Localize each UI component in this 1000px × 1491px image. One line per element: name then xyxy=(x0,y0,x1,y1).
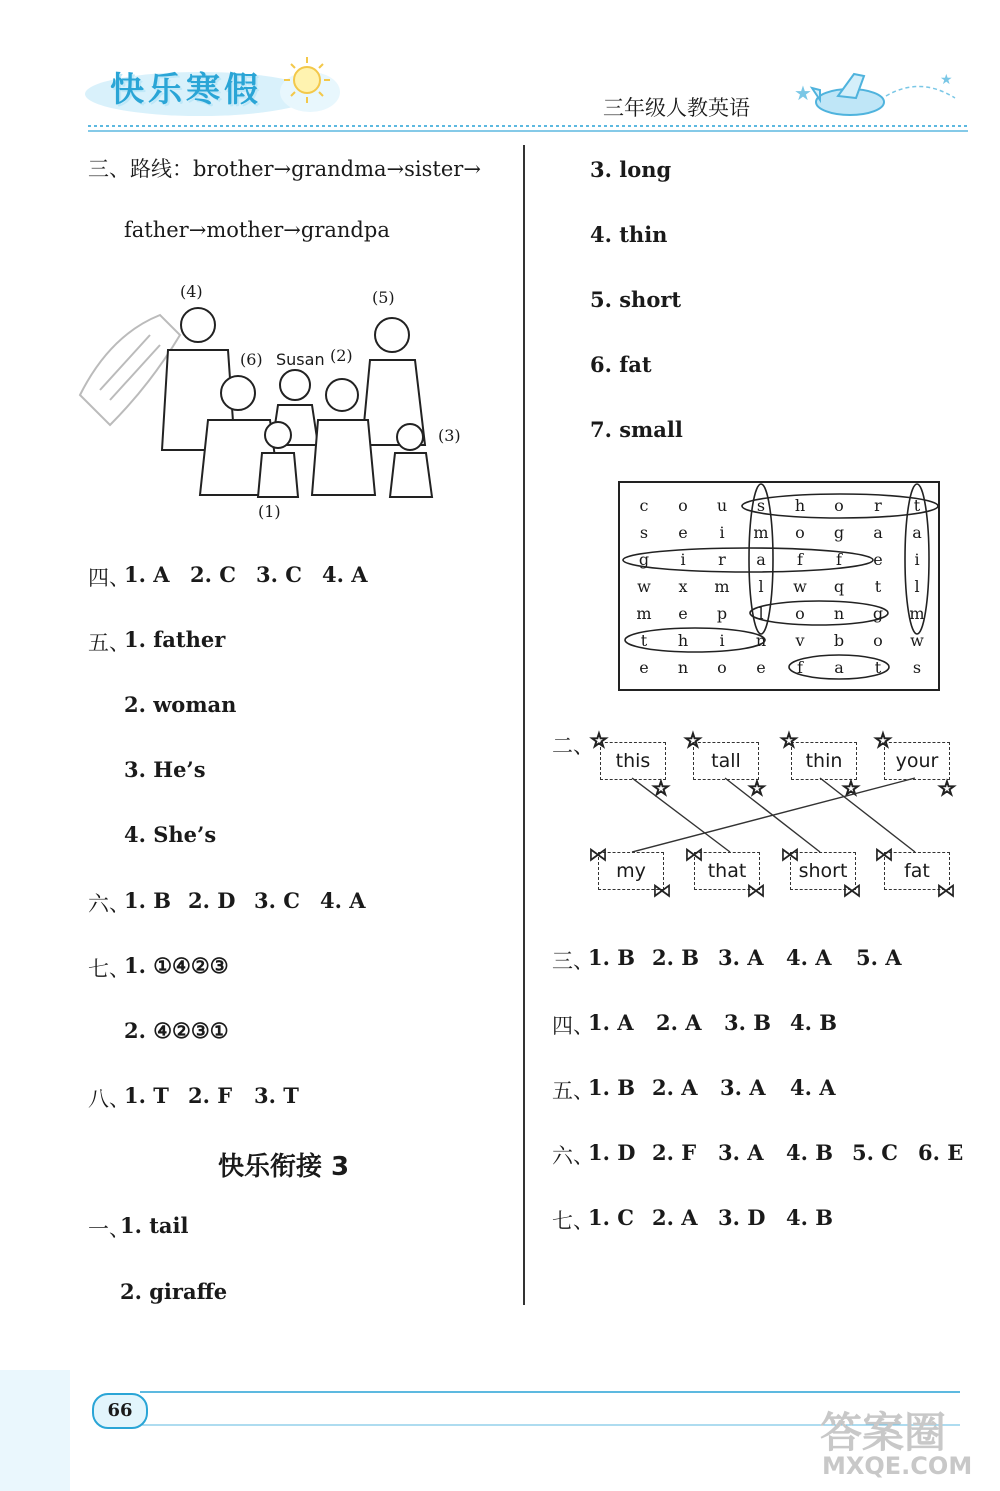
star-icon: ☆ xyxy=(938,776,956,800)
airplane-icon xyxy=(790,66,970,128)
right-s6-item4: 4. B xyxy=(786,1140,833,1165)
line-this-that xyxy=(632,778,730,852)
line-thin-fat xyxy=(820,778,915,852)
left-s4-item1: 1. A xyxy=(124,562,170,587)
s3-route-line1: 三、路线：brother→grandma→sister→ xyxy=(88,157,481,181)
right-s6-item3: 3. A xyxy=(718,1140,764,1165)
right-s4-item3: 3. B xyxy=(724,1010,771,1035)
left-s5-item4: 4. She’s xyxy=(124,822,217,847)
grid-cell: f xyxy=(797,550,803,569)
grid-cell: e xyxy=(756,658,766,677)
right-s4-prefix: 四、 xyxy=(552,1014,594,1038)
family-drawing xyxy=(70,275,470,525)
grid-cell: s xyxy=(756,496,766,515)
circle-small xyxy=(749,484,773,634)
right-s3-prefix: 三、 xyxy=(552,949,594,973)
grid-cell: r xyxy=(718,550,726,569)
star-icon: ☆ xyxy=(652,776,670,800)
match-top-thin: thin xyxy=(791,742,857,780)
bow-icon: ⋈ xyxy=(652,878,672,902)
star-icon: ☆ xyxy=(590,728,608,752)
grid-cell: h xyxy=(677,631,689,650)
column-divider xyxy=(523,145,525,1305)
grid-cell: t xyxy=(913,496,921,515)
circle-fat xyxy=(789,655,889,679)
grid-cell: e xyxy=(639,658,649,677)
grid-cell: s xyxy=(639,523,649,542)
grid-cell: s xyxy=(912,658,922,677)
match-bottom-my: my xyxy=(598,852,664,890)
left-s1-item2: 2. giraffe xyxy=(120,1279,228,1304)
grid-cell: o xyxy=(795,523,805,542)
right-s7-item1: 1. C xyxy=(588,1205,634,1230)
right-list-item-5: 5. short xyxy=(590,287,682,312)
grid-cell: a xyxy=(756,550,766,569)
grid-cell: o xyxy=(717,658,727,677)
grid-cell: m xyxy=(714,577,730,596)
right-s5-item3: 3. A xyxy=(720,1075,766,1100)
right-s3-item5: 5. A xyxy=(856,945,902,970)
grid-cell: m xyxy=(753,523,769,542)
bow-icon: ⋈ xyxy=(684,842,704,866)
right-s5-item2: 2. A xyxy=(652,1075,698,1100)
right-s4-item4: 4. B xyxy=(790,1010,837,1035)
star-icon: ☆ xyxy=(748,776,766,800)
match-top-tall: tall xyxy=(693,742,759,780)
right-list-item-3: 3. long xyxy=(590,157,672,182)
label-2: (2) xyxy=(330,346,353,365)
left-s7-prefix: 七、 xyxy=(88,957,130,981)
watermark-url: MXQE.COM xyxy=(822,1452,973,1480)
grid-cell: o xyxy=(795,604,805,623)
svg-text:★: ★ xyxy=(940,72,953,88)
right-list-item-7: 7. small xyxy=(590,417,683,442)
grid-cell: g xyxy=(638,550,650,569)
grid-cell: t xyxy=(874,658,882,677)
watermark-logo: 答案圈 xyxy=(820,1408,947,1457)
grid-cell: i xyxy=(914,550,920,569)
grid-cell: w xyxy=(910,631,924,650)
grid-cell: a xyxy=(912,523,922,542)
star-icon: ☆ xyxy=(684,728,702,752)
left-s5-item2: 2. woman xyxy=(124,692,237,717)
left-s6-item2: 2. D xyxy=(188,888,236,913)
grid-cell: i xyxy=(719,523,725,542)
grid-cell: f xyxy=(836,550,842,569)
circle-thin xyxy=(625,628,765,652)
grid-cell: g xyxy=(872,604,884,623)
grid-cell: a xyxy=(834,658,844,677)
bow-icon: ⋈ xyxy=(746,878,766,902)
right-s4-item1: 1. A xyxy=(588,1010,634,1035)
left-s6-item3: 3. C xyxy=(254,888,300,913)
word-search-grid xyxy=(618,481,940,691)
grid-cell: w xyxy=(793,577,807,596)
match-bottom-that: that xyxy=(694,852,760,890)
label-3: (3) xyxy=(438,426,461,445)
left-s8-prefix: 八、 xyxy=(88,1087,130,1111)
header-dotted-rule xyxy=(88,124,968,134)
grid-cell: l xyxy=(758,577,764,596)
grid-cell: f xyxy=(797,658,803,677)
bow-icon: ⋈ xyxy=(588,842,608,866)
left-s8-item2: 2. F xyxy=(188,1083,233,1108)
grid-cell: n xyxy=(755,631,767,650)
right-s5-item4: 4. A xyxy=(790,1075,836,1100)
bow-icon: ⋈ xyxy=(874,842,894,866)
grid-cell: i xyxy=(719,631,725,650)
grid-cell: m xyxy=(909,604,925,623)
grid-cell: a xyxy=(873,523,883,542)
left-s6-prefix: 六、 xyxy=(88,892,130,916)
grid-cell: n xyxy=(833,604,845,623)
left-s5-prefix: 五、 xyxy=(88,631,130,655)
match-bottom-short: short xyxy=(790,852,856,890)
section-title: 快乐衔接 3 xyxy=(218,1152,350,1182)
left-s4-item4: 4. A xyxy=(322,562,368,587)
grid-cell: t xyxy=(874,577,882,596)
left-s5-item1: 1. father xyxy=(124,627,226,652)
grid-cell: p xyxy=(716,604,728,623)
match-top-your: your xyxy=(884,742,950,780)
circle-long xyxy=(750,601,888,625)
left-s4: 四、 xyxy=(88,566,130,590)
grid-cell: q xyxy=(833,577,845,596)
label-6: (6) xyxy=(240,350,263,369)
grid-cell: n xyxy=(677,658,689,677)
grid-cell: c xyxy=(639,496,649,515)
right-s6-item1: 1. D xyxy=(588,1140,636,1165)
right-s3-item4: 4. A xyxy=(786,945,832,970)
left-s4-item3: 3. C xyxy=(256,562,302,587)
right-s4-item2: 2. A xyxy=(656,1010,702,1035)
left-s1-item1: 1. tail xyxy=(120,1213,189,1238)
grid-cell: l xyxy=(914,577,920,596)
grid-cell: t xyxy=(640,631,648,650)
grid-cell: o xyxy=(873,631,883,650)
svg-text:★: ★ xyxy=(794,81,812,105)
bow-icon: ⋈ xyxy=(936,878,956,902)
grid-cell: e xyxy=(678,604,688,623)
right-s5-prefix: 五、 xyxy=(552,1079,594,1103)
grid-cell: i xyxy=(680,550,686,569)
right-s7-item3: 3. D xyxy=(718,1205,766,1230)
left-s7-item1: 1. ①④②③ xyxy=(124,953,229,978)
match-bottom-fat: fat xyxy=(884,852,950,890)
left-s7-item2: 2. ④②③① xyxy=(124,1018,229,1043)
sun-icon xyxy=(282,55,332,105)
bow-icon: ⋈ xyxy=(842,878,862,902)
grid-cell: m xyxy=(636,604,652,623)
grid-cell: b xyxy=(833,631,845,650)
left-s8-item1: 1. T xyxy=(124,1083,169,1108)
grid-cell: e xyxy=(678,523,688,542)
label-susan: Susan xyxy=(276,350,325,369)
star-icon: ☆ xyxy=(780,728,798,752)
grid-cell: x xyxy=(678,577,688,596)
grid-cell: h xyxy=(794,496,806,515)
match-prefix: 二、 xyxy=(552,734,594,758)
match-lines xyxy=(580,725,980,910)
star-icon: ☆ xyxy=(874,728,892,752)
header-title: 快乐寒假 xyxy=(110,70,262,110)
right-s7-item2: 2. A xyxy=(652,1205,698,1230)
grid-cell: u xyxy=(716,496,728,515)
right-s5-item1: 1. B xyxy=(588,1075,635,1100)
word-circles xyxy=(620,483,938,689)
right-s6-item6: 6. E xyxy=(918,1140,964,1165)
right-list-item-4: 4. thin xyxy=(590,222,668,247)
page-number: 66 xyxy=(92,1393,148,1429)
label-1: (1) xyxy=(258,502,281,521)
right-list-item-6: 6. fat xyxy=(590,352,652,377)
label-4: (4) xyxy=(180,282,203,301)
circle-tail xyxy=(905,484,929,634)
left-s6-item1: 1. B xyxy=(124,888,171,913)
header-subtitle: 三年级人教英语 xyxy=(603,96,750,120)
star-icon: ☆ xyxy=(842,776,860,800)
label-5: (5) xyxy=(372,288,395,307)
right-s6-item5: 5. C xyxy=(852,1140,898,1165)
circle-giraffe xyxy=(623,548,873,572)
match-top-this: this xyxy=(600,742,666,780)
right-s3-item1: 1. B xyxy=(588,945,635,970)
right-s7-item4: 4. B xyxy=(786,1205,833,1230)
grid-cell: g xyxy=(833,523,845,542)
grid-cell: w xyxy=(637,577,651,596)
left-s4-item2: 2. C xyxy=(190,562,236,587)
grid-cell: o xyxy=(678,496,688,515)
right-s7-prefix: 七、 xyxy=(552,1209,594,1233)
left-s6-item4: 4. A xyxy=(320,888,366,913)
grid-cell: e xyxy=(873,550,883,569)
right-s6-item2: 2. F xyxy=(652,1140,697,1165)
left-s1-prefix: 一、 xyxy=(88,1217,130,1241)
grid-cell: o xyxy=(834,496,844,515)
left-s8-item3: 3. T xyxy=(254,1083,299,1108)
bow-icon: ⋈ xyxy=(780,842,800,866)
grid-cell: l xyxy=(758,604,764,623)
right-s6-prefix: 六、 xyxy=(552,1144,594,1168)
s3-route-line2: father→mother→grandpa xyxy=(124,218,390,242)
line-your-my xyxy=(632,778,915,852)
right-s3-item2: 2. B xyxy=(652,945,699,970)
grid-cell: v xyxy=(795,631,805,650)
grid-cell: r xyxy=(874,496,882,515)
left-s5-item3: 3. He’s xyxy=(124,757,206,782)
right-s3-item3: 3. A xyxy=(718,945,764,970)
